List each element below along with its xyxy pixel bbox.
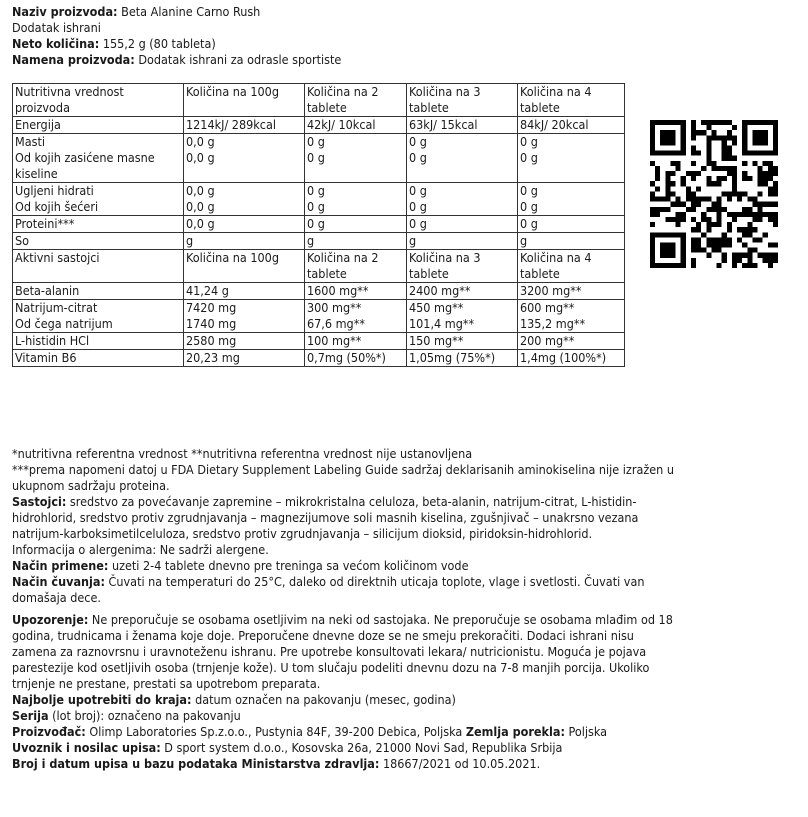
cell-line: 0 g <box>307 183 325 198</box>
table-cell <box>407 300 518 333</box>
table-cell <box>305 84 407 117</box>
table-cell <box>184 350 305 367</box>
table-cell <box>407 333 518 350</box>
cell-line: 0 g <box>307 134 325 149</box>
best-before: Najbolje upotrebiti do kraja: datum označen na pakovanju (mesec, godina) <box>12 692 456 707</box>
table-cell <box>518 350 625 367</box>
table-cell <box>184 117 305 134</box>
storage: Način čuvanja: Čuvati na temperaturi do 25°C, daleko od direktnih uticaja toplote, vlage i svetlosti. Čuvati van domašaja dece. <box>12 574 645 605</box>
cell-line: Masti <box>15 134 45 149</box>
cell-line: Količina na 100g <box>186 250 279 265</box>
cell-line: Nutritivna vrednost <box>15 84 124 99</box>
product-purpose: Namena proizvoda: Dodatak ishrani za odrasle sportiste <box>12 52 342 67</box>
cell-line: tablete <box>409 266 449 281</box>
cell-line: 450 mg** <box>409 300 464 315</box>
cell-line: Količina na 100g <box>186 84 279 99</box>
table-cell <box>184 134 305 183</box>
cell-line: Od čega natrijum <box>15 316 113 331</box>
table-cell <box>518 233 625 250</box>
cell-line: proizvoda <box>15 100 70 115</box>
cell-line: 600 mg** <box>520 300 575 315</box>
cell-line: 1740 mg <box>186 316 237 331</box>
cell-line: Količina na 2 <box>307 84 379 99</box>
cell-line: L-histidin HCl <box>15 333 90 348</box>
cell-line: g <box>307 233 315 248</box>
cell-line: Vitamin B6 <box>15 350 77 365</box>
cell-line: tablete <box>409 100 449 115</box>
table-cell <box>305 350 407 367</box>
table-cell <box>305 216 407 233</box>
cell-line: Količina na 4 <box>520 84 592 99</box>
table-cell <box>184 233 305 250</box>
table-cell <box>13 216 184 233</box>
table-row <box>13 300 625 333</box>
cell-line: 0 g <box>409 150 427 165</box>
table-cell <box>13 84 184 117</box>
table-cell <box>407 233 518 250</box>
note-1: *nutritivna referentna vrednost **nutritivna referentna vrednost nije ustanovljena <box>12 446 473 461</box>
note-3: ukupnom sadržaju proteina. <box>12 478 170 493</box>
cell-line: Količina na 2 <box>307 250 379 265</box>
cell-line: Količina na 3 <box>409 84 481 99</box>
table-cell <box>305 233 407 250</box>
importer: Uvoznik i nosilac upisa: D sport system d.o.o., Kosovska 26a, 21000 Novi Sad, Republika Srbija <box>12 740 563 755</box>
cell-line: 42kJ/ 10kcal <box>307 117 376 132</box>
table-row <box>13 84 625 117</box>
table-row <box>13 216 625 233</box>
product-name: Naziv proizvoda: Beta Alanine Carno Rush <box>12 4 261 19</box>
nutrition-table <box>12 83 625 367</box>
cell-line: 41,24 g <box>186 283 229 298</box>
cell-line: 0 g <box>409 216 427 231</box>
lot: Serija (lot broj): označeno na pakovanju <box>12 708 241 723</box>
table-cell <box>518 84 625 117</box>
usage: Način primene: uzeti 2-4 tablete dnevno pre treninga sa većom količinom vode <box>12 558 469 573</box>
table-row <box>13 333 625 350</box>
cell-line: 1,4mg (100%*) <box>520 350 607 365</box>
cell-line: 20,23 mg <box>186 350 240 365</box>
note-2: ***prema napomeni datoj u FDA Dietary Supplement Labeling Guide sadržaj deklarisanih aminokiselina nije izražen u <box>12 462 674 477</box>
cell-line: Beta-alanin <box>15 283 80 298</box>
cell-line: 0 g <box>520 183 538 198</box>
table-row <box>13 350 625 367</box>
table-cell <box>407 350 518 367</box>
table-cell <box>407 134 518 183</box>
cell-line: 0,0 g <box>186 183 215 198</box>
cell-line: 300 mg** <box>307 300 362 315</box>
table-cell <box>518 283 625 300</box>
cell-line: 0 g <box>520 216 538 231</box>
table-cell <box>305 134 407 183</box>
table-row <box>13 250 625 283</box>
table-cell <box>184 216 305 233</box>
table-cell <box>305 283 407 300</box>
cell-line: 0,0 g <box>186 199 215 214</box>
table-cell <box>13 350 184 367</box>
warning: Upozorenje: Ne preporučuje se osobama osetljivim na neki od sastojaka. Ne preporučuje se osobama mlađim od 18 godina, trudnicama i ženama koje doje. Preporučene dnevne doze se ne smeju prekoračiti. Dodaci ishrani nisu zamena za raznovrsnu i uravnoteženu ishranu. Pre upotrebe konsultovati lekara/ nutricionistu. Moguća je pojava parestezije kod osetljivih osoba (trnjenje kože). U tom slučaju podeliti dnevnu dozu na 7-8 manjih porcija. Ukoliko trnjenje ne prestane, prestati sa upotrebom preparata. <box>12 612 673 691</box>
cell-line: g <box>409 233 417 248</box>
table-cell <box>184 84 305 117</box>
cell-line: 2580 mg <box>186 333 237 348</box>
cell-line: 2400 mg** <box>409 283 471 298</box>
registration: Broj i datum upisa u bazu podataka Ministarstva zdravlja: 18667/2021 od 10.05.2021. <box>12 756 541 771</box>
cell-line: 0 g <box>409 199 427 214</box>
manufacturer: Proizvođač: Olimp Laboratories Sp.z.o.o., Pustynia 84F, 39-200 Debica, Poljska Zemlja porekla: Poljska <box>12 724 608 739</box>
table-cell <box>305 300 407 333</box>
cell-line: 63kJ/ 15kcal <box>409 117 478 132</box>
table-row <box>13 117 625 134</box>
table-cell <box>518 216 625 233</box>
cell-line: 0 g <box>520 199 538 214</box>
ingredients: Sastojci: sredstvo za povećavanje zapremine – mikrokristalna celuloza, beta-alanin, natrijum-citrat, L-histidin- hidrohlorid, sredstvo protiv zgrudnjavanja – magnezijumove soli masnih kiselina, zgušnjivač – unakrsno vezana natrijum-karboksimetilceluloza, sredstvo protiv zgrudnjavanja – silicijum dioksid, piridoksin-hidrohlorid. Informacija o alergenima: Ne sadrži alergene. <box>12 494 639 557</box>
cell-line: 200 mg** <box>520 333 575 348</box>
cell-line: 0 g <box>307 199 325 214</box>
cell-line: Ugljeni hidrati <box>15 183 94 198</box>
table-cell <box>13 333 184 350</box>
cell-line: 135,2 mg** <box>520 316 586 331</box>
cell-line: Od kojih zasićene masne <box>15 150 155 165</box>
cell-line: 0 g <box>409 134 427 149</box>
cell-line: Proteini*** <box>15 216 75 231</box>
table-cell <box>407 250 518 283</box>
table-cell <box>518 117 625 134</box>
cell-line: 0,0 g <box>186 216 215 231</box>
qr-code-icon <box>650 120 778 268</box>
cell-line: g <box>520 233 528 248</box>
cell-line: 150 mg** <box>409 333 464 348</box>
table-cell <box>305 250 407 283</box>
cell-line: 101,4 mg** <box>409 316 475 331</box>
cell-line: g <box>186 233 194 248</box>
cell-line: 3200 mg** <box>520 283 582 298</box>
table-cell <box>407 84 518 117</box>
table-row <box>13 134 625 183</box>
cell-line: 1214kJ/ 289kcal <box>186 117 276 132</box>
table-cell <box>305 183 407 216</box>
table-cell <box>407 283 518 300</box>
cell-line: Energija <box>15 117 61 132</box>
cell-line: 100 mg** <box>307 333 362 348</box>
cell-line: tablete <box>520 266 560 281</box>
cell-line: 67,6 mg** <box>307 316 365 331</box>
table-cell <box>407 183 518 216</box>
table-cell <box>13 233 184 250</box>
table-cell <box>518 134 625 183</box>
table-cell <box>13 117 184 134</box>
table-row <box>13 233 625 250</box>
cell-line: tablete <box>520 100 560 115</box>
table-cell <box>13 250 184 283</box>
cell-line: kiseline <box>15 166 58 181</box>
cell-line: Natrijum-citrat <box>15 300 98 315</box>
table-cell <box>13 183 184 216</box>
table-cell <box>305 333 407 350</box>
cell-line: 1,05mg (75%*) <box>409 350 496 365</box>
header <box>12 4 802 68</box>
net-quantity: Neto količina: 155,2 g (80 tableta) <box>12 36 216 51</box>
table-cell <box>13 134 184 183</box>
table-row <box>13 183 625 216</box>
cell-line: 0,0 g <box>186 134 215 149</box>
table-cell <box>184 250 305 283</box>
cell-line: 0 g <box>307 150 325 165</box>
cell-line: 84kJ/ 20kcal <box>520 117 589 132</box>
cell-line: 0 g <box>520 134 538 149</box>
label-text <box>12 446 802 772</box>
cell-line: tablete <box>307 266 347 281</box>
table-cell <box>407 216 518 233</box>
product-type: Dodatak ishrani <box>12 20 101 35</box>
cell-line: 1600 mg** <box>307 283 369 298</box>
cell-line: Od kojih šećeri <box>15 199 99 214</box>
table-cell <box>13 283 184 300</box>
table-cell <box>518 250 625 283</box>
cell-line: 0 g <box>307 216 325 231</box>
table-row <box>13 283 625 300</box>
cell-line: 0 g <box>520 150 538 165</box>
cell-line: tablete <box>307 100 347 115</box>
cell-line: 7420 mg <box>186 300 237 315</box>
table-cell <box>518 300 625 333</box>
table-cell <box>184 283 305 300</box>
table-cell <box>305 117 407 134</box>
table-cell <box>407 117 518 134</box>
cell-line: Količina na 3 <box>409 250 481 265</box>
table-cell <box>518 333 625 350</box>
cell-line: Aktivni sastojci <box>15 250 100 265</box>
cell-line: 0 g <box>409 183 427 198</box>
cell-line: Količina na 4 <box>520 250 592 265</box>
table-cell <box>518 183 625 216</box>
cell-line: So <box>15 233 30 248</box>
table-cell <box>184 183 305 216</box>
cell-line: 0,0 g <box>186 150 215 165</box>
table-cell <box>184 300 305 333</box>
table-cell <box>184 333 305 350</box>
table-cell <box>13 300 184 333</box>
cell-line: 0,7mg (50%*) <box>307 350 386 365</box>
